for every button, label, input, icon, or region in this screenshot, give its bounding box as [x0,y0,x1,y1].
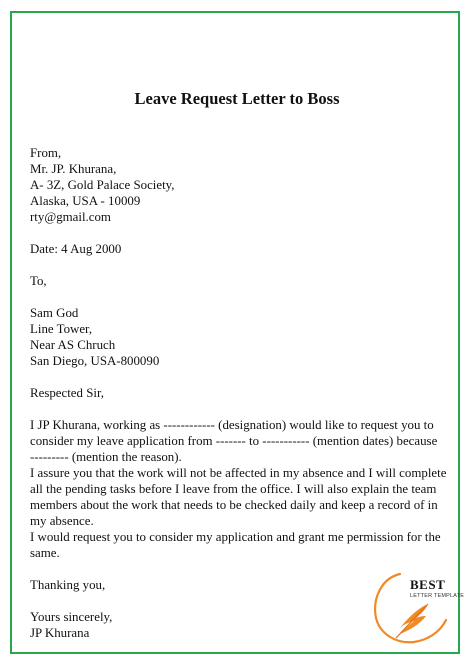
recipient-block [30,305,450,369]
sender-block [30,145,450,225]
signer-name: JP Khurana [30,626,90,640]
body-line: all the pending tasks before I leave from the office. I will also explain the team [30,482,437,496]
letter-title: Leave Request Letter to Boss [134,89,340,108]
closing: Thanking you, [30,578,106,592]
body-line: same. [30,546,60,560]
letter-date: Date: 4 Aug 2000 [30,242,122,256]
sender-line: Alaska, USA - 10009 [30,194,141,208]
recipient-line: San Diego, USA-800090 [30,354,160,368]
recipient-line: Line Tower, [30,322,93,336]
logo-wordmark: BEST [410,577,446,592]
body-line: I assure you that the work will not be affected in my absence and I will complete [30,466,447,480]
body-line: I JP Khurana, working as ------------ (designation) would like to request you to [30,418,434,432]
to-label: To, [30,274,47,288]
body-line: consider my leave application from ------- to ----------- (mention dates) because [30,434,438,448]
sender-line: A- 3Z, Gold Palace Society, [30,178,175,192]
body-line: my absence. [30,514,94,528]
signoff-line: Yours sincerely, [30,610,113,624]
recipient-line: Sam God [30,306,79,320]
logo-subtitle: LETTER TEMPLATE [410,593,465,599]
sender-line: Mr. JP. Khurana, [30,162,117,176]
recipient-line: Near AS Chruch [30,338,116,352]
body-line: --------- (mention the reason). [30,450,182,464]
body-line: members about the work that needs to be checked daily and keep a record of in [30,498,438,512]
body-line: I would request you to consider my application and grant me permission for the [30,530,441,544]
salutation: Respected Sir, [30,386,104,400]
sender-line: From, [30,146,62,160]
sender-email: rty@gmail.com [30,210,111,224]
body-paragraphs [30,417,450,561]
